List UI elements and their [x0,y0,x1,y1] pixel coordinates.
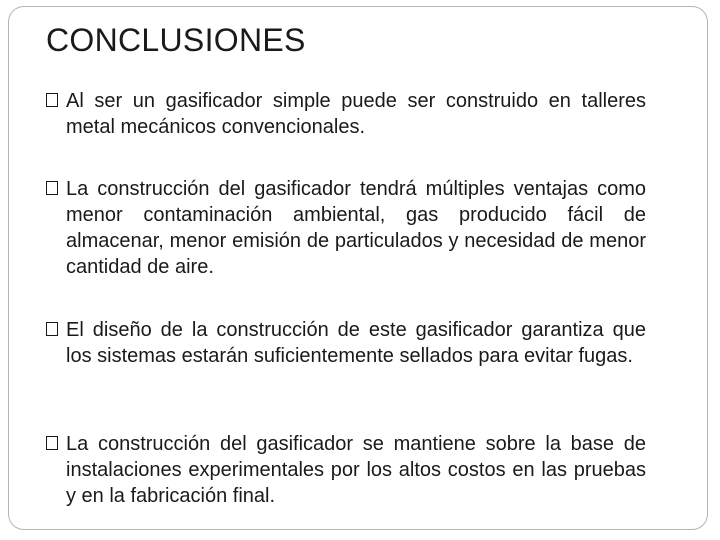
bullet-item [46,431,646,509]
slide-title: CONCLUSIONES [46,22,306,58]
bullet-text: La construcción del gasificador se mantiene sobre la base de instalaciones experimentales por los altos costos en las pruebas y en la fabricación final. [66,433,646,507]
bullet-text: Al ser un gasificador simple puede ser construido en talleres metal mecánicos convencionales. [66,90,646,138]
bullet-square-icon [46,181,58,195]
bullet-text: La construcción del gasificador tendrá múltiples ventajas como menor contaminación ambiental, gas producido fácil de almacenar, menor emisión de particulados y necesidad de menor cantidad de aire. [66,178,646,278]
bullet-square-icon [46,322,58,336]
bullet-square-icon [46,436,58,450]
bullet-square-icon [46,93,58,107]
bullet-item [46,176,646,280]
bullet-text: El diseño de la construcción de este gasificador garantiza que los sistemas estarán suficientemente sellados para evitar fugas. [66,319,646,367]
bullet-item [46,88,646,140]
bullet-item [46,317,646,369]
